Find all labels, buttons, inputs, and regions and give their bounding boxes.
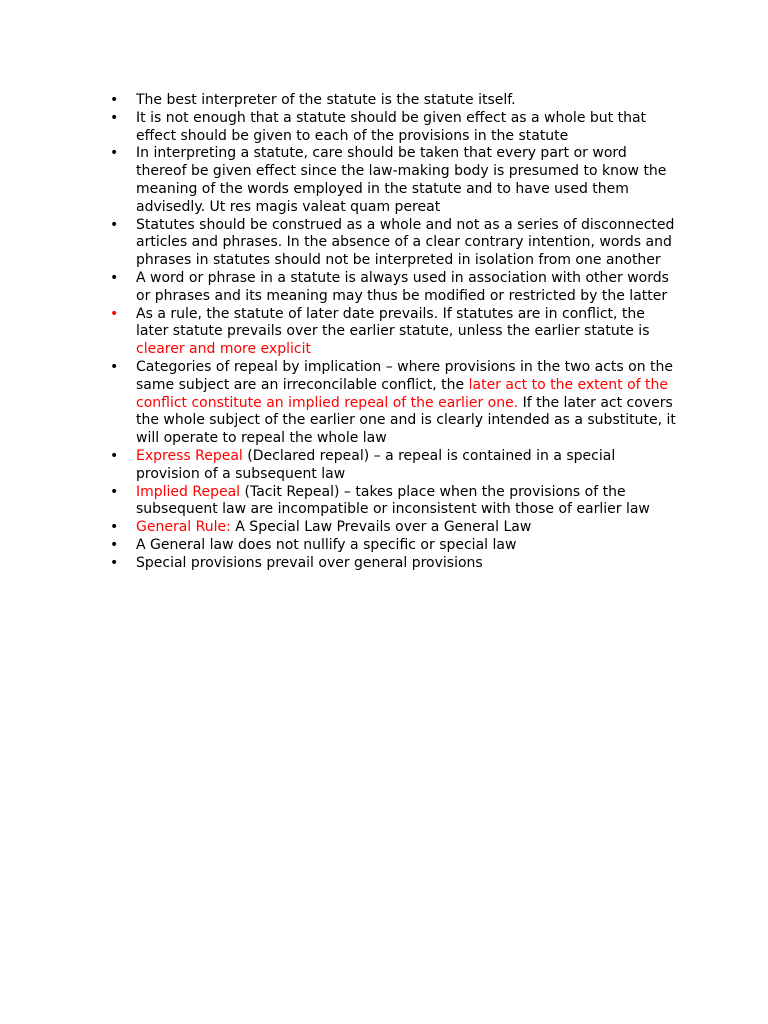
bullet-icon: • [110,145,119,162]
list-item [110,270,680,306]
bullet-icon: • [110,554,119,571]
item-text: If the later act covers the whole subject of the earlier one and is clearly intended as a substitute, it will operate to repeal the whole law [136,394,676,447]
list-item [110,306,680,359]
list-item [110,92,680,110]
item-text: (Declared repeal) – a repeal is contained in a special provision of a subsequent law [136,447,616,482]
bullet-icon: • [110,358,119,375]
list-item [110,448,680,484]
bullet-icon: • [110,109,119,126]
item-text: As a rule, the statute of later date prevails. If statutes are in conflict, the later statute prevails over the earlier statute, unless the earlier statute is [136,305,650,340]
bullet-icon: • [110,92,119,108]
item-text: Special provisions prevail over general provisions [136,554,483,571]
list-item [110,217,680,270]
list-item [110,484,680,520]
highlighted-text: later act to the extent of the conflict constitute an implied repeal of the earlier one. [136,376,669,411]
item-text: In interpreting a statute, care should be taken that every part or word thereof be given effect since the law-making body is presumed to know the meaning of the words employed in the statute and to have used them advisedly. Ut res magis valeat quam pereat [136,145,667,215]
bullet-icon: • [110,269,119,286]
bullet-icon: • [110,305,119,322]
bullet-icon: • [110,483,119,500]
highlighted-text: clearer and more explicit [136,341,311,358]
item-text: (Tacit Repeal) – takes place when the provisions of the subsequent law are incompatible or inconsistent with those of earlier law [136,483,650,518]
item-text: A General law does not nullify a specific or special law [136,536,517,553]
list-item [110,519,680,537]
item-text: Categories of repeal by implication – where provisions in the two acts on the same subject are an irreconcilable conflict, the [136,358,674,393]
highlighted-text: Implied Repeal [136,483,241,500]
highlighted-text: Express Repeal [136,447,243,464]
bullet-list [110,92,680,573]
list-item [110,359,680,448]
bullet-icon: • [110,519,119,536]
item-text: Statutes should be construed as a whole and not as a series of disconnected articles and phrases. In the absence of a clear contrary intention, words and phrases in statutes should not be interpreted in isolation from one another [136,216,675,269]
list-item [110,145,680,216]
list-item [110,555,680,573]
bullet-icon: • [110,216,119,233]
item-text: It is not enough that a statute should be given effect as a whole but that effect should be given to each of the provisions in the statute [136,109,647,144]
bullet-icon: • [110,536,119,553]
list-item [110,110,680,146]
item-text: A Special Law Prevails over a General Law [230,519,532,536]
list-item [110,537,680,555]
item-text: The best interpreter of the statute is the statute itself. [136,92,516,108]
item-text: A word or phrase in a statute is always used in association with other words or phrases and its meaning may thus be modified or restricted by the latter [136,269,669,304]
highlighted-text: General Rule: [136,519,231,536]
bullet-icon: • [110,447,119,464]
